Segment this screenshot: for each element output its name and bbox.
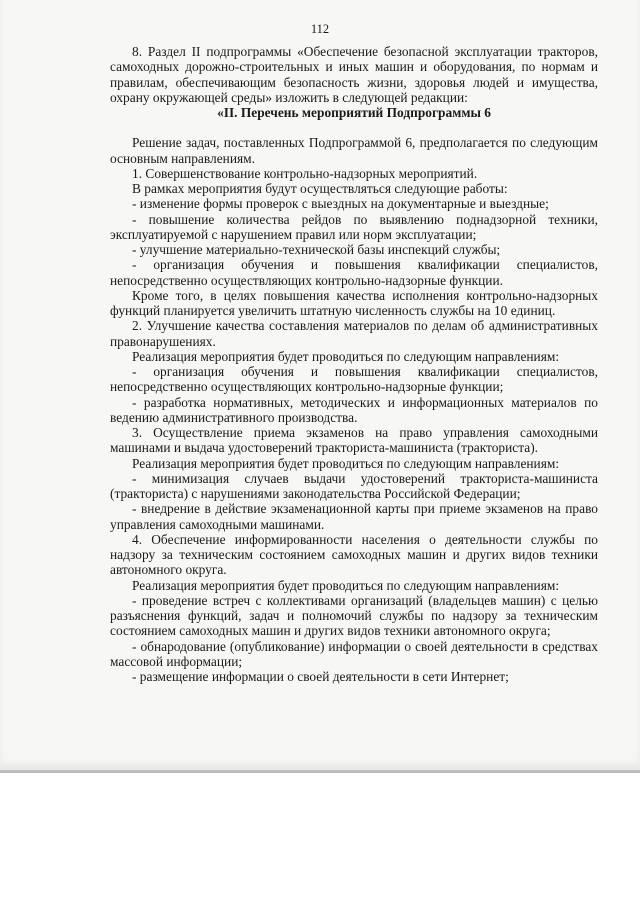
paragraph: 2. Улучшение качества составления материалов по делам об административных правонарушениях. [110,318,598,349]
list-item: - проведение встреч с коллективами организаций (владельцев машин) с целью разъяснения функций, задач и полномочий службы по надзору за техническим состоянием самоходных машин и других видов техники автономного округа; [110,592,598,639]
list-item: - улучшение материально-технической базы инспекций службы; [132,242,501,257]
list-item: - повышение количества рейдов по выявлению поднадзорной техники, эксплуатируемой с нарушением правил или норм эксплуатации; [110,211,598,242]
list-item: - организация обучения и повышения квалификации специалистов, непосредственно осуществляющих контрольно-надзорные функции; [110,364,598,395]
list-item: - изменение формы проверок с выездных на документарные и выездные; [132,196,549,212]
paragraph: Решение задач, поставленных Подпрограммой 6, предполагается по следующим основным направлениям. [110,135,598,166]
page-number: 112 [310,22,330,36]
list-item: - внедрение в действие экзаменационной карты при приеме экзаменов на право управления самоходными машинами. [110,501,598,532]
paragraph: Кроме того, в целях повышения качества исполнения контрольно-надзорных функций планируется увеличить штатную численность службы на 10 единиц. [110,287,598,318]
paragraph: Реализация мероприятия будет проводиться по следующим направлениям: [132,577,560,593]
section-heading: «II. Перечень мероприятий Подпрограммы 6 [217,105,491,120]
list-item: - размещение информации о своей деятельности в сети Интернет; [132,669,509,684]
document-body [110,44,598,684]
paragraph: Реализация мероприятия будет проводиться по следующим направлениям: [132,455,560,471]
paragraph: 3. Осуществление приема экзаменов на право управления самоходными машинами и выдача удостоверений тракториста-машиниста (тракториста). [110,425,598,456]
paragraph: Реализация мероприятия будет проводиться по следующим направлениям: [132,348,560,364]
list-item: - обнародование (опубликование) информации о своей деятельности в средствах массовой информации; [110,638,598,669]
paragraph: 1. Совершенствование контрольно-надзорных мероприятий. [132,165,478,181]
list-item: - минимизация случаев выдачи удостоверений тракториста-машиниста (тракториста) с нарушениями законодательства Российской Федерации; [110,470,598,501]
list-item: - разработка нормативных, методических и информационных материалов по ведению административного производства. [110,394,598,425]
list-item: - организация обучения и повышения квалификации специалистов, непосредственно осуществляющих контрольно-надзорные функции. [110,257,598,288]
paragraph: 8. Раздел II подпрограммы «Обеспечение безопасной эксплуатации тракторов, самоходных дорожно-строительных и иных машин и оборудования, по нормам и правилам, обеспечивающим безопасность жизни, здоровья людей и имущества, охрану окружающей среды» изложить в следующей редакции: [110,44,598,105]
paragraph: В рамках мероприятия будут осуществляться следующие работы: [132,181,508,196]
paragraph: 4. Обеспечение информированности населения о деятельности службы по надзору за техническим состоянием самоходных машин и других видов техники автономного округа. [110,531,598,578]
